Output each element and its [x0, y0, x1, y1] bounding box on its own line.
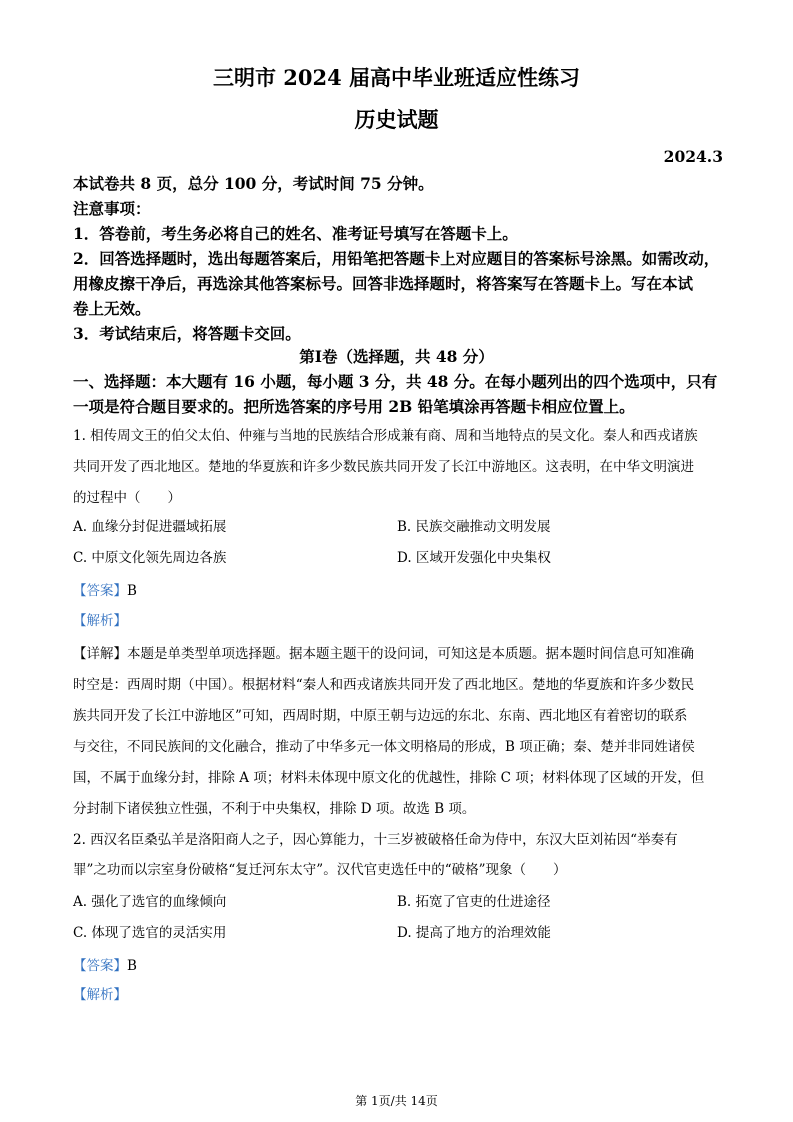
question-1-answer [73, 579, 137, 599]
question-1-option-c: C. 中原文化领先周边各族 [73, 550, 227, 566]
question-1-option-a: A. 血缘分封促进疆域拓展 [73, 519, 227, 535]
subject-title: 历史试题 [354, 107, 439, 132]
question-2-answer [73, 954, 137, 974]
question-1-detail: 时空是：西周时期（中国）。根据材料“秦人和西戎诸族共同开发了西北地区。楚地的华夏族和许多少数民 [73, 677, 695, 693]
section-heading: 第Ⅰ卷（选择题，共 48 分） [299, 347, 494, 366]
exam-date: 2024.3 [663, 147, 723, 166]
question-2-option-a: A. 强化了选官的血缘倾向 [73, 894, 227, 910]
question-2-option-b: B. 拓宽了官吏的仕进途径 [397, 894, 551, 910]
section-description: 一项是符合题目要求的。把所选答案的序号用 2B 铅笔填涂再答题卡相应位置上。 [73, 397, 635, 416]
answer-value: B [127, 958, 137, 974]
notice-item: 3．考试结束后，将答题卡交回。 [73, 324, 301, 343]
question-1-stem: 的过程中（ ） [73, 490, 181, 506]
notice-item: 2．回答选择题时，选出每题答案后，用铅笔把答题卡上对应题目的答案标号涂黑。如需改动， [73, 249, 720, 268]
question-1-detail: 族共同开发了长江中游地区”可知，西周时期，中原王朝与边远的东北、东南、西北地区有着密切的联系 [73, 708, 688, 724]
answer-label: 【答案】 [73, 583, 127, 599]
question-2-analysis-label: 【解析】 [73, 987, 127, 1003]
question-1-option-b: B. 民族交融推动文明发展 [397, 519, 551, 535]
notice-item: 1．答卷前，考生务必将自己的姓名、准考证号填写在答题卡上。 [73, 224, 518, 243]
question-2-option-d: D. 提高了地方的治理效能 [397, 925, 551, 941]
question-1-stem: 1. 相传周文王的伯父太伯、仲雍与当地的民族结合形成兼有商、周和当地特点的吴文化。秦人和西戎诸族 [73, 428, 698, 444]
page-number: 第 1页/共 14页 [355, 1094, 438, 1108]
section-description: 一、选择题：本大题有 16 小题，每小题 3 分，共 48 分。在每小题列出的四个选项中，只有 [73, 372, 718, 391]
exam-intro: 本试卷共 8 页，总分 100 分，考试时间 75 分钟。 [73, 174, 434, 193]
answer-label: 【答案】 [73, 958, 127, 974]
question-1-detail: 与交往，不同民族间的文化融合，推动了中华多元一体文明格局的形成，B 项正确；秦、楚并非同姓诸侯 [73, 739, 695, 755]
exam-title: 三明市 2024 届高中毕业班适应性练习 [212, 65, 581, 90]
notice-item: 用橡皮擦干净后，再选涂其他答案标号。回答非选择题时，将答案写在答题卡上。写在本试 [73, 274, 694, 293]
notice-item: 卷上无效。 [73, 299, 151, 318]
question-1-analysis-label: 【解析】 [73, 613, 127, 629]
question-1-detail: 分封制下诸侯独立性强，不利于中央集权，排除 D 项。故选 B 项。 [73, 801, 476, 817]
question-2-stem: 罪”之功而以宗室身份破格“复迁河东太守”。汉代官吏选任中的“破格”现象（ ） [73, 862, 567, 878]
question-2-stem: 2. 西汉名臣桑弘羊是洛阳商人之子，因心算能力，十三岁被破格任命为侍中，东汉大臣刘祐因“举奏有 [73, 832, 678, 848]
answer-value: B [127, 583, 137, 599]
question-1-detail: 【详解】本题是单类型单项选择题。据本题主题干的设问词，可知这是本质题。据本题时间信息可知准确 [73, 646, 694, 662]
question-1-detail: 国，不属于血缘分封，排除 A 项；材料未体现中原文化的优越性，排除 C 项；材料体现了区域的开发，但 [73, 770, 705, 786]
question-2-option-c: C. 体现了选官的灵活实用 [73, 925, 227, 941]
question-1-option-d: D. 区域开发强化中央集权 [397, 550, 551, 566]
notice-heading: 注意事项： [73, 199, 151, 218]
question-1-stem: 共同开发了西北地区。楚地的华夏族和许多少数民族共同开发了长江中游地区。这表明，在中华文明演进 [73, 459, 694, 475]
